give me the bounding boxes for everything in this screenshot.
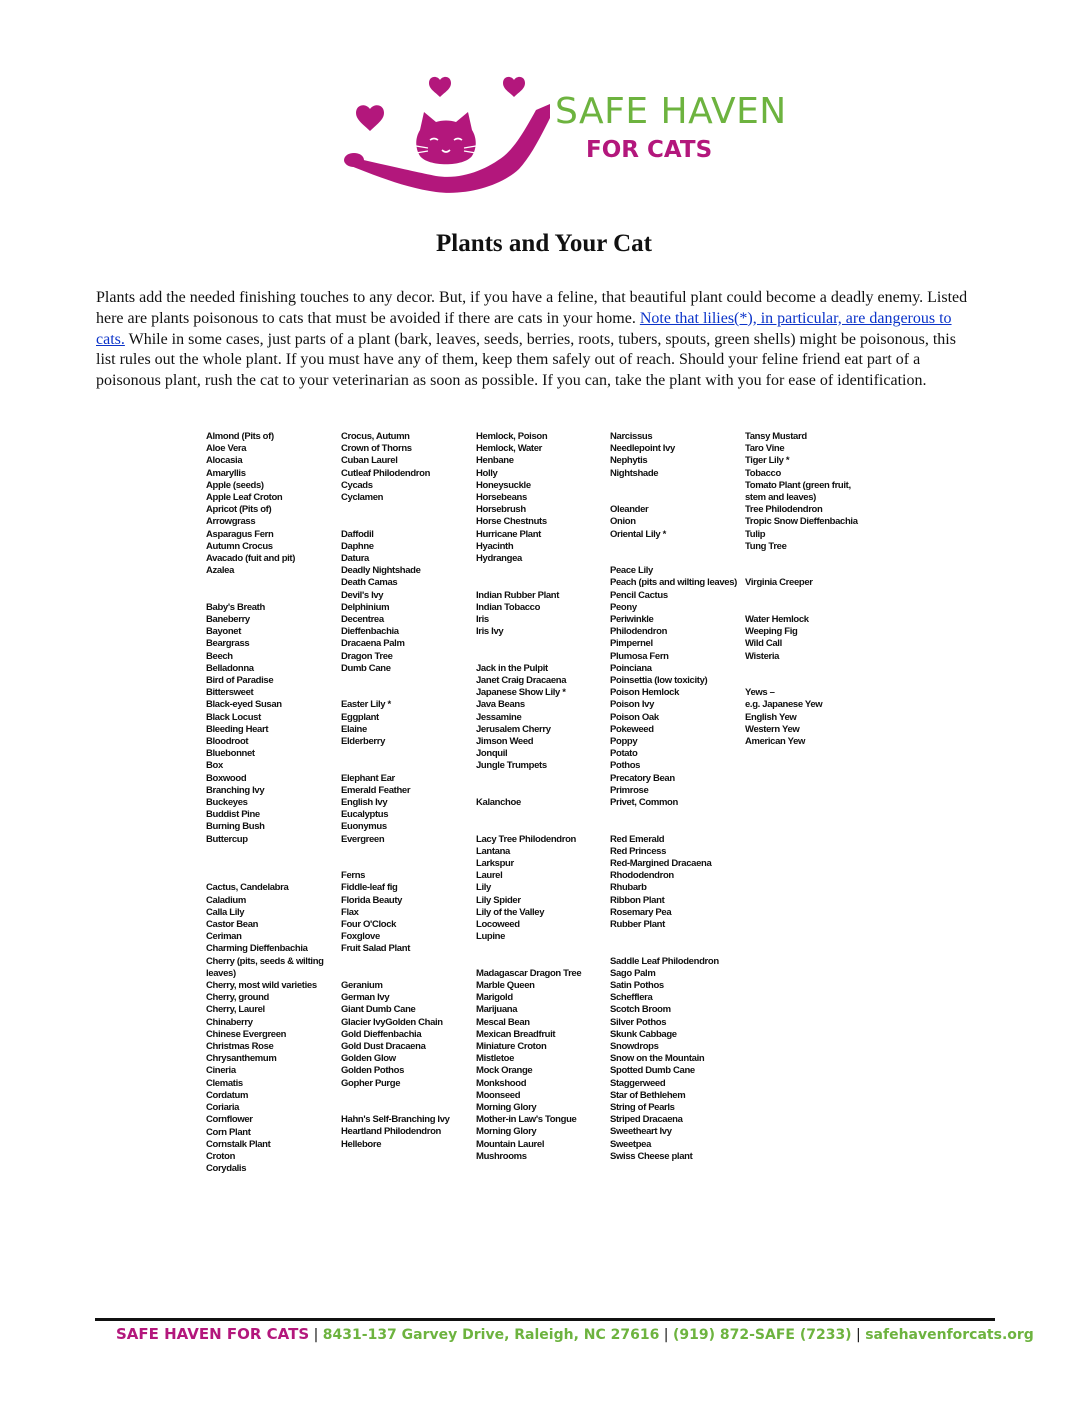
plant-item: Almond (Pits of) — [206, 431, 274, 442]
plant-item: Indian Rubber Plant — [476, 589, 560, 601]
plant-item: Pimpernel — [610, 638, 653, 650]
plant-item: Pothos — [610, 760, 641, 772]
plant-item: Black-eyed Susan — [206, 699, 282, 711]
list-spacer — [745, 675, 873, 687]
list-spacer — [341, 516, 471, 528]
plant-item: Cherry, ground — [206, 992, 270, 1004]
plant-item: Satin Pothos — [610, 980, 664, 992]
plant-item: Crocus, Autumn — [341, 431, 410, 442]
plant-item: Locoweed — [476, 919, 520, 930]
plant-item: Ceriman — [206, 931, 242, 943]
plant-item: Rubber Plant — [610, 919, 665, 931]
footer-divider — [95, 1318, 995, 1321]
plant-item: Spotted Dumb Cane — [610, 1065, 695, 1077]
intro-text-before: Plants add the needed finishing touches to any decor. But, if you have a feline, that beautiful plant could become a deadly enemy. Listed here are plants poisonous to cats that must be avoided if there are cats in your home. — [96, 289, 968, 327]
plant-item: Boxwood — [206, 772, 247, 784]
list-spacer — [341, 504, 471, 516]
plant-item: Arrowgrass — [206, 516, 256, 528]
plant-item: Crown of Thorns — [341, 443, 412, 455]
plant-item: Pokeweed — [610, 723, 654, 735]
list-spacer — [476, 821, 606, 833]
list-spacer — [610, 943, 738, 955]
plant-item: Monkshood — [476, 1077, 527, 1089]
footer-website[interactable]: safehavenforcats.org — [865, 1327, 1034, 1343]
plant-item: Japanese Show Lily * — [476, 687, 566, 699]
plant-item: Red Princess — [610, 845, 666, 857]
plant-item: Water Hemlock — [745, 613, 809, 625]
list-spacer — [206, 858, 334, 870]
plant-item: Christmas Rose — [206, 1041, 274, 1053]
list-spacer — [476, 638, 606, 650]
plant-item: Tulip — [745, 528, 766, 540]
plant-item: Mushrooms — [476, 1150, 527, 1162]
plant-item: Beargrass — [206, 638, 250, 650]
plant-item: Dieffenbachia — [341, 626, 399, 638]
plant-item: Tropic Snow Dieffenbachia — [745, 516, 858, 528]
list-spacer — [341, 687, 471, 699]
plant-item: Easter Lily * — [341, 699, 391, 711]
plant-item: Fiddle-leaf fig — [341, 882, 398, 894]
plant-item: Baneberry — [206, 614, 250, 626]
plant-item: Gopher Purge — [341, 1077, 401, 1089]
plant-item: Elderberry — [341, 736, 386, 748]
plant-item: Mescal Bean — [476, 1016, 530, 1028]
plant-item: Jerusalem Cherry — [476, 723, 551, 735]
plant-item: Pencil Cactus — [610, 589, 668, 601]
plant-item: Elaine — [341, 723, 367, 735]
list-spacer — [476, 785, 606, 797]
plant-item: Jonquil — [476, 748, 508, 760]
plant-item: Tobacco — [745, 467, 781, 479]
list-spacer — [610, 553, 738, 565]
plant-item: Dragon Tree — [341, 650, 393, 662]
plant-item: Croton — [206, 1150, 236, 1162]
plant-item: Delphinium — [341, 601, 390, 613]
plant-item: Marigold — [476, 992, 513, 1004]
footer-separator: | — [313, 1327, 319, 1343]
plant-item: Bloodroot — [206, 736, 249, 748]
page-title: Plants and Your Cat — [435, 230, 652, 257]
plant-item: Gold Dieffenbachia — [341, 1028, 422, 1040]
plant-item: Corydalis — [206, 1163, 247, 1175]
plant-item: Autumn Crocus — [206, 540, 273, 552]
plant-item: Tung Tree — [745, 540, 787, 552]
plant-item: Hellebore — [341, 1138, 382, 1150]
plant-item: Western Yew — [745, 723, 800, 735]
cat-logo-graphic — [336, 64, 566, 204]
footer — [116, 1325, 1034, 1344]
plant-item: Miniature Croton — [476, 1041, 547, 1052]
plant-item: Mountain Laurel — [476, 1138, 545, 1150]
plant-item: Oriental Lily * — [610, 528, 666, 540]
plant-item: Lily of the Valley — [476, 906, 545, 918]
plant-item: Precatory Bean — [610, 772, 675, 784]
plant-item: Skunk Cabbage — [610, 1028, 677, 1040]
plant-item: Schefflera — [610, 992, 653, 1004]
plant-item: Janet Craig Dracaena — [476, 675, 567, 686]
plant-item: Horsebeans — [476, 492, 527, 504]
plant-item: Evergreen — [341, 833, 385, 845]
plant-item: Hurricane Plant — [476, 528, 541, 540]
plant-item: Cyclamen — [341, 492, 384, 504]
plant-item: Privet, Common — [610, 797, 678, 809]
plant-item: Bleeding Heart — [206, 723, 269, 735]
plant-item: English Ivy — [341, 797, 388, 808]
plant-item: Nephytis — [610, 455, 648, 467]
plant-item: Bittersweet — [206, 687, 254, 699]
plant-item: Heartland Philodendron — [341, 1126, 441, 1138]
list-spacer — [610, 931, 738, 943]
list-spacer — [341, 1102, 471, 1114]
plant-item: Wisteria — [745, 650, 780, 662]
plant-column-2 — [341, 431, 471, 1151]
plant-item: Peony — [610, 601, 637, 613]
plant-item: Cutleaf Philodendron — [341, 467, 431, 479]
plant-item: Striped Dracaena — [610, 1114, 683, 1126]
plant-item: Corn Plant — [206, 1126, 251, 1138]
plant-item: Star of Bethlehem — [610, 1089, 686, 1101]
plant-item: Tansy Mustard — [745, 431, 807, 442]
footer-address: 8431-137 Garvey Drive, Raleigh, NC 27616 — [322, 1327, 660, 1343]
list-spacer — [206, 577, 334, 589]
plant-item: Chinese Evergreen — [206, 1028, 287, 1040]
plant-item: Lupine — [476, 931, 506, 943]
plant-item: Poinciana — [610, 662, 652, 674]
plant-item: Deadly Nightshade — [341, 565, 421, 577]
plant-item: Bayonet — [206, 626, 242, 638]
plant-item: Aloe Vera — [206, 443, 247, 455]
plant-item: Gold Dust Dracaena — [341, 1041, 426, 1052]
plant-item: Lacy Tree Philodendron — [476, 833, 576, 845]
plant-item: Foxglove — [341, 931, 380, 943]
plant-item: Charming Dieffenbachia — [206, 943, 308, 955]
plant-item: Iris — [476, 614, 489, 626]
plant-item: Narcissus — [610, 431, 653, 442]
logo-line1: SAFE HAVEN — [555, 91, 787, 132]
plant-item: Cherry (pits, seeds & wilting leaves) — [206, 955, 324, 979]
plant-item: Philodendron — [610, 626, 668, 638]
plant-item: Apricot (Pits of) — [206, 504, 272, 516]
plant-item: Iris Ivy — [476, 626, 504, 638]
list-spacer — [476, 565, 606, 577]
plant-item: Asparagus Fern — [206, 528, 274, 540]
plant-item: Chinaberry — [206, 1016, 253, 1028]
plant-item: Poison Oak — [610, 711, 659, 723]
plant-item: Buttercup — [206, 833, 248, 845]
plant-item: Marble Queen — [476, 979, 535, 991]
plant-item: Virginia Creeper — [745, 577, 813, 589]
plant-item: Primrose — [610, 784, 649, 796]
plant-column-1 — [206, 431, 334, 1175]
list-spacer — [476, 577, 606, 589]
plant-item: Avacado (fuit and pit) — [206, 553, 296, 565]
plant-item: Box — [206, 760, 223, 772]
plant-item: Amaryllis — [206, 467, 246, 479]
plant-item: Cornstalk Plant — [206, 1138, 271, 1150]
plant-item: Apple (seeds) — [206, 479, 264, 491]
plant-item: Calla Lily — [206, 906, 245, 918]
plant-item: Periwinkle — [610, 613, 654, 625]
plant-item: Jungle Trumpets — [476, 760, 547, 772]
plant-item: Cherry, Laurel — [206, 1004, 265, 1016]
plant-item: Poinsettia (low toxicity) — [610, 675, 708, 686]
list-spacer — [476, 943, 606, 955]
plant-item: Eucalyptus — [341, 809, 389, 821]
plant-item: Lily — [476, 882, 491, 894]
list-spacer — [610, 480, 738, 492]
plant-item: Snowdrops — [610, 1041, 659, 1053]
list-spacer — [341, 858, 471, 870]
list-spacer — [610, 821, 738, 833]
plant-item: Belladonna — [206, 662, 254, 674]
plant-item: Peach (pits and wilting leaves) — [610, 577, 737, 589]
cat-head — [416, 112, 476, 164]
plant-item: Tomato Plant (green fruit, stem and leaves) — [745, 479, 851, 504]
plant-item: Wild Call — [745, 638, 782, 650]
plant-item: Cycads — [341, 479, 373, 491]
list-spacer — [476, 651, 606, 663]
plant-item: Florida Beauty — [341, 894, 403, 906]
plant-item: Hemlock, Water — [476, 443, 543, 455]
plant-item: American Yew — [745, 735, 806, 747]
plant-item: Geranium — [341, 979, 383, 991]
list-spacer — [745, 565, 873, 577]
list-spacer — [476, 773, 606, 785]
list-spacer — [745, 602, 873, 614]
plant-item: Staggerweed — [610, 1077, 666, 1089]
footer-org-name: SAFE HAVEN FOR CATS — [116, 1325, 310, 1343]
plant-item: Hydrangea — [476, 553, 522, 565]
list-spacer — [206, 590, 334, 602]
list-spacer — [476, 809, 606, 821]
plant-item: Red Emerald — [610, 833, 665, 845]
plant-item: Scotch Broom — [610, 1004, 671, 1016]
plant-item: Lantana — [476, 845, 510, 857]
plant-item: Mexican Breadfruit — [476, 1028, 556, 1040]
plant-item: Weeping Fig — [745, 626, 798, 638]
plant-item: Madagascar Dragon Tree — [476, 967, 582, 979]
plant-item: Silver Pothos — [610, 1016, 667, 1028]
plant-item: Glacier IvyGolden Chain — [341, 1016, 443, 1028]
plant-item: Devil's Ivy — [341, 589, 384, 601]
plant-item: Golden Pothos — [341, 1065, 405, 1077]
plant-item: Laurel — [476, 870, 503, 882]
plant-item: Jack in the Pulpit — [476, 662, 548, 674]
plant-item: Baby's Breath — [206, 601, 265, 613]
plant-item: Java Beans — [476, 699, 525, 711]
list-spacer — [341, 846, 471, 858]
plant-item: Datura — [341, 553, 369, 564]
list-spacer — [745, 663, 873, 675]
list-spacer — [341, 956, 471, 968]
plant-item: Marijuana — [476, 1004, 518, 1016]
plant-item: Black Locust — [206, 711, 261, 723]
plant-item: Coriaria — [206, 1102, 240, 1114]
plant-item: Cornflower — [206, 1114, 253, 1126]
plant-item: Sweetpea — [610, 1138, 652, 1150]
footer-separator: | — [663, 1327, 669, 1343]
logo-line2: FOR CATS — [586, 137, 713, 163]
list-spacer — [206, 870, 334, 882]
plant-item: Saddle Leaf Philodendron — [610, 955, 719, 967]
plant-item: Bluebonnet — [206, 748, 255, 760]
plant-item: Bird of Paradise — [206, 675, 274, 687]
plant-item: Castor Bean — [206, 919, 259, 931]
plant-item: e.g. Japanese Yew — [745, 699, 823, 711]
list-spacer — [610, 541, 738, 553]
plant-item: Indian Tobacco — [476, 601, 541, 613]
plant-item: Cherry, most wild varieties — [206, 980, 317, 992]
plant-item: Oleander — [610, 504, 649, 516]
plant-item: Hemlock, Poison — [476, 431, 548, 442]
footer-phone: (919) 872-SAFE (7233) — [672, 1327, 852, 1343]
plant-item: Sweetheart Ivy — [610, 1126, 672, 1138]
plant-item: Potato — [610, 748, 638, 760]
heart-icon — [503, 77, 525, 97]
plant-item: Lily Spider — [476, 894, 521, 906]
plant-item: Azalea — [206, 565, 235, 577]
plant-item: Daffodil — [341, 528, 374, 540]
list-spacer — [206, 846, 334, 858]
plant-item: English Yew — [745, 711, 797, 723]
plant-item: Cordatum — [206, 1089, 249, 1101]
plant-item: Tree Philodendron — [745, 504, 823, 516]
list-spacer — [745, 590, 873, 602]
plant-item: Rhubarb — [610, 882, 647, 894]
intro-text-after: While in some cases, just parts of a plant (bark, leaves, seeds, berries, roots, tubers, spouts, green shells) might be poisonous, this list rules out the whole plant. If you must have any of them, keep them safely out of reach. Should your feline friend eat part of a poisonous plant, rush the cat to your veterinarian as soon as possible. If you can, take the plant with you for ease of identification. — [96, 330, 956, 390]
list-spacer — [610, 809, 738, 821]
plant-item: String of Pearls — [610, 1102, 675, 1114]
lilies-warning-link[interactable]: Note that lilies(*), in particular, are dangerous to cats. — [96, 309, 952, 348]
plant-item: Peace Lily — [610, 565, 653, 577]
plant-item: Eggplant — [341, 711, 379, 723]
plant-item: Onion — [610, 516, 636, 528]
plant-item: Ferns — [341, 870, 366, 882]
plant-item: Rosemary Pea — [610, 906, 672, 918]
plant-item: Giant Dumb Cane — [341, 1004, 416, 1016]
plant-item: Morning Glory — [476, 1102, 537, 1114]
plant-item: Emerald Feather — [341, 784, 411, 796]
list-spacer — [341, 675, 471, 687]
plant-item: Horse Chestnuts — [476, 516, 547, 528]
plant-item: Golden Glow — [341, 1053, 396, 1065]
list-spacer — [745, 553, 873, 565]
plant-item: Mistletoe — [476, 1053, 515, 1065]
plant-item: Dumb Cane — [341, 662, 391, 674]
list-spacer — [476, 956, 606, 968]
plant-item: Swiss Cheese plant — [610, 1150, 693, 1162]
plant-item: Buddist Pine — [206, 809, 260, 821]
plant-item: Euonymus — [341, 821, 387, 833]
plant-item: Larkspur — [476, 857, 514, 869]
plant-item: Taro Vine — [745, 443, 785, 455]
plant-item: Jessamine — [476, 711, 522, 723]
plant-item: Kalanchoe — [476, 797, 521, 808]
plant-column-3 — [476, 431, 606, 1163]
intro-paragraph — [96, 288, 976, 392]
heart-icon — [429, 77, 451, 97]
list-spacer — [341, 968, 471, 980]
plant-item: Clematis — [206, 1077, 243, 1089]
logo — [336, 64, 787, 204]
plant-item: Branching Ivy — [206, 784, 265, 796]
list-spacer — [341, 1090, 471, 1102]
plant-item: Rhododendron — [610, 870, 674, 882]
heart-icon — [356, 105, 384, 131]
plant-item: Red-Margined Dracaena — [610, 858, 712, 870]
plant-item: Death Camas — [341, 577, 398, 589]
plant-item: Chrysanthemum — [206, 1053, 277, 1065]
plant-item: Four O'Clock — [341, 919, 397, 930]
plant-item: German Ivy — [341, 992, 390, 1004]
plant-column-5 — [745, 431, 873, 748]
plant-item: Decentrea — [341, 614, 384, 626]
list-spacer — [341, 748, 471, 760]
plant-item: Sago Palm — [610, 967, 656, 979]
plant-item: Daphne — [341, 540, 374, 552]
plant-item: Mother-in Law's Tongue — [476, 1114, 577, 1126]
plant-item: Jimson Weed — [476, 736, 534, 748]
plant-item: Honeysuckle — [476, 479, 531, 491]
plant-item: Mock Orange — [476, 1065, 533, 1077]
plant-item: Poison Hemlock — [610, 687, 680, 699]
plant-item: Alocasia — [206, 455, 243, 467]
plant-item: Holly — [476, 467, 498, 479]
plant-item: Dracaena Palm — [341, 638, 405, 650]
plant-column-4 — [610, 431, 738, 1163]
plant-item: Cactus, Candelabra — [206, 882, 289, 894]
plant-item: Poison Ivy — [610, 699, 655, 711]
plant-item: Henbane — [476, 455, 514, 467]
plant-item: Buckeyes — [206, 797, 248, 809]
plant-item: Plumosa Fern — [610, 650, 669, 662]
plant-item: Beech — [206, 650, 233, 662]
list-spacer — [610, 492, 738, 504]
plant-item: Caladium — [206, 894, 246, 906]
plant-item: Ribbon Plant — [610, 894, 665, 906]
plant-item: Moonseed — [476, 1089, 521, 1101]
plant-item: Needlepoint Ivy — [610, 443, 675, 455]
plant-item: Cuban Laurel — [341, 455, 398, 467]
plant-item: Flax — [341, 906, 359, 918]
plant-item: Burning Bush — [206, 821, 265, 833]
plant-item: Morning Glory — [476, 1126, 537, 1138]
plant-item: Tiger Lily * — [745, 455, 790, 467]
plant-item: Yews – — [745, 687, 775, 699]
plant-item: Horsebrush — [476, 504, 526, 516]
list-spacer — [341, 760, 471, 772]
plant-item: Elephant Ear — [341, 772, 395, 784]
plant-item: Hahn's Self-Branching Ivy — [341, 1114, 450, 1126]
plant-item: Hyacinth — [476, 540, 514, 552]
plant-item: Nightshade — [610, 467, 659, 479]
footer-separator: | — [856, 1327, 861, 1343]
plant-item: Cineria — [206, 1065, 236, 1077]
plant-item: Fruit Salad Plant — [341, 943, 411, 955]
plant-item: Apple Leaf Croton — [206, 492, 283, 504]
plant-item: Poppy — [610, 736, 638, 748]
plant-item: Snow on the Mountain — [610, 1053, 705, 1065]
